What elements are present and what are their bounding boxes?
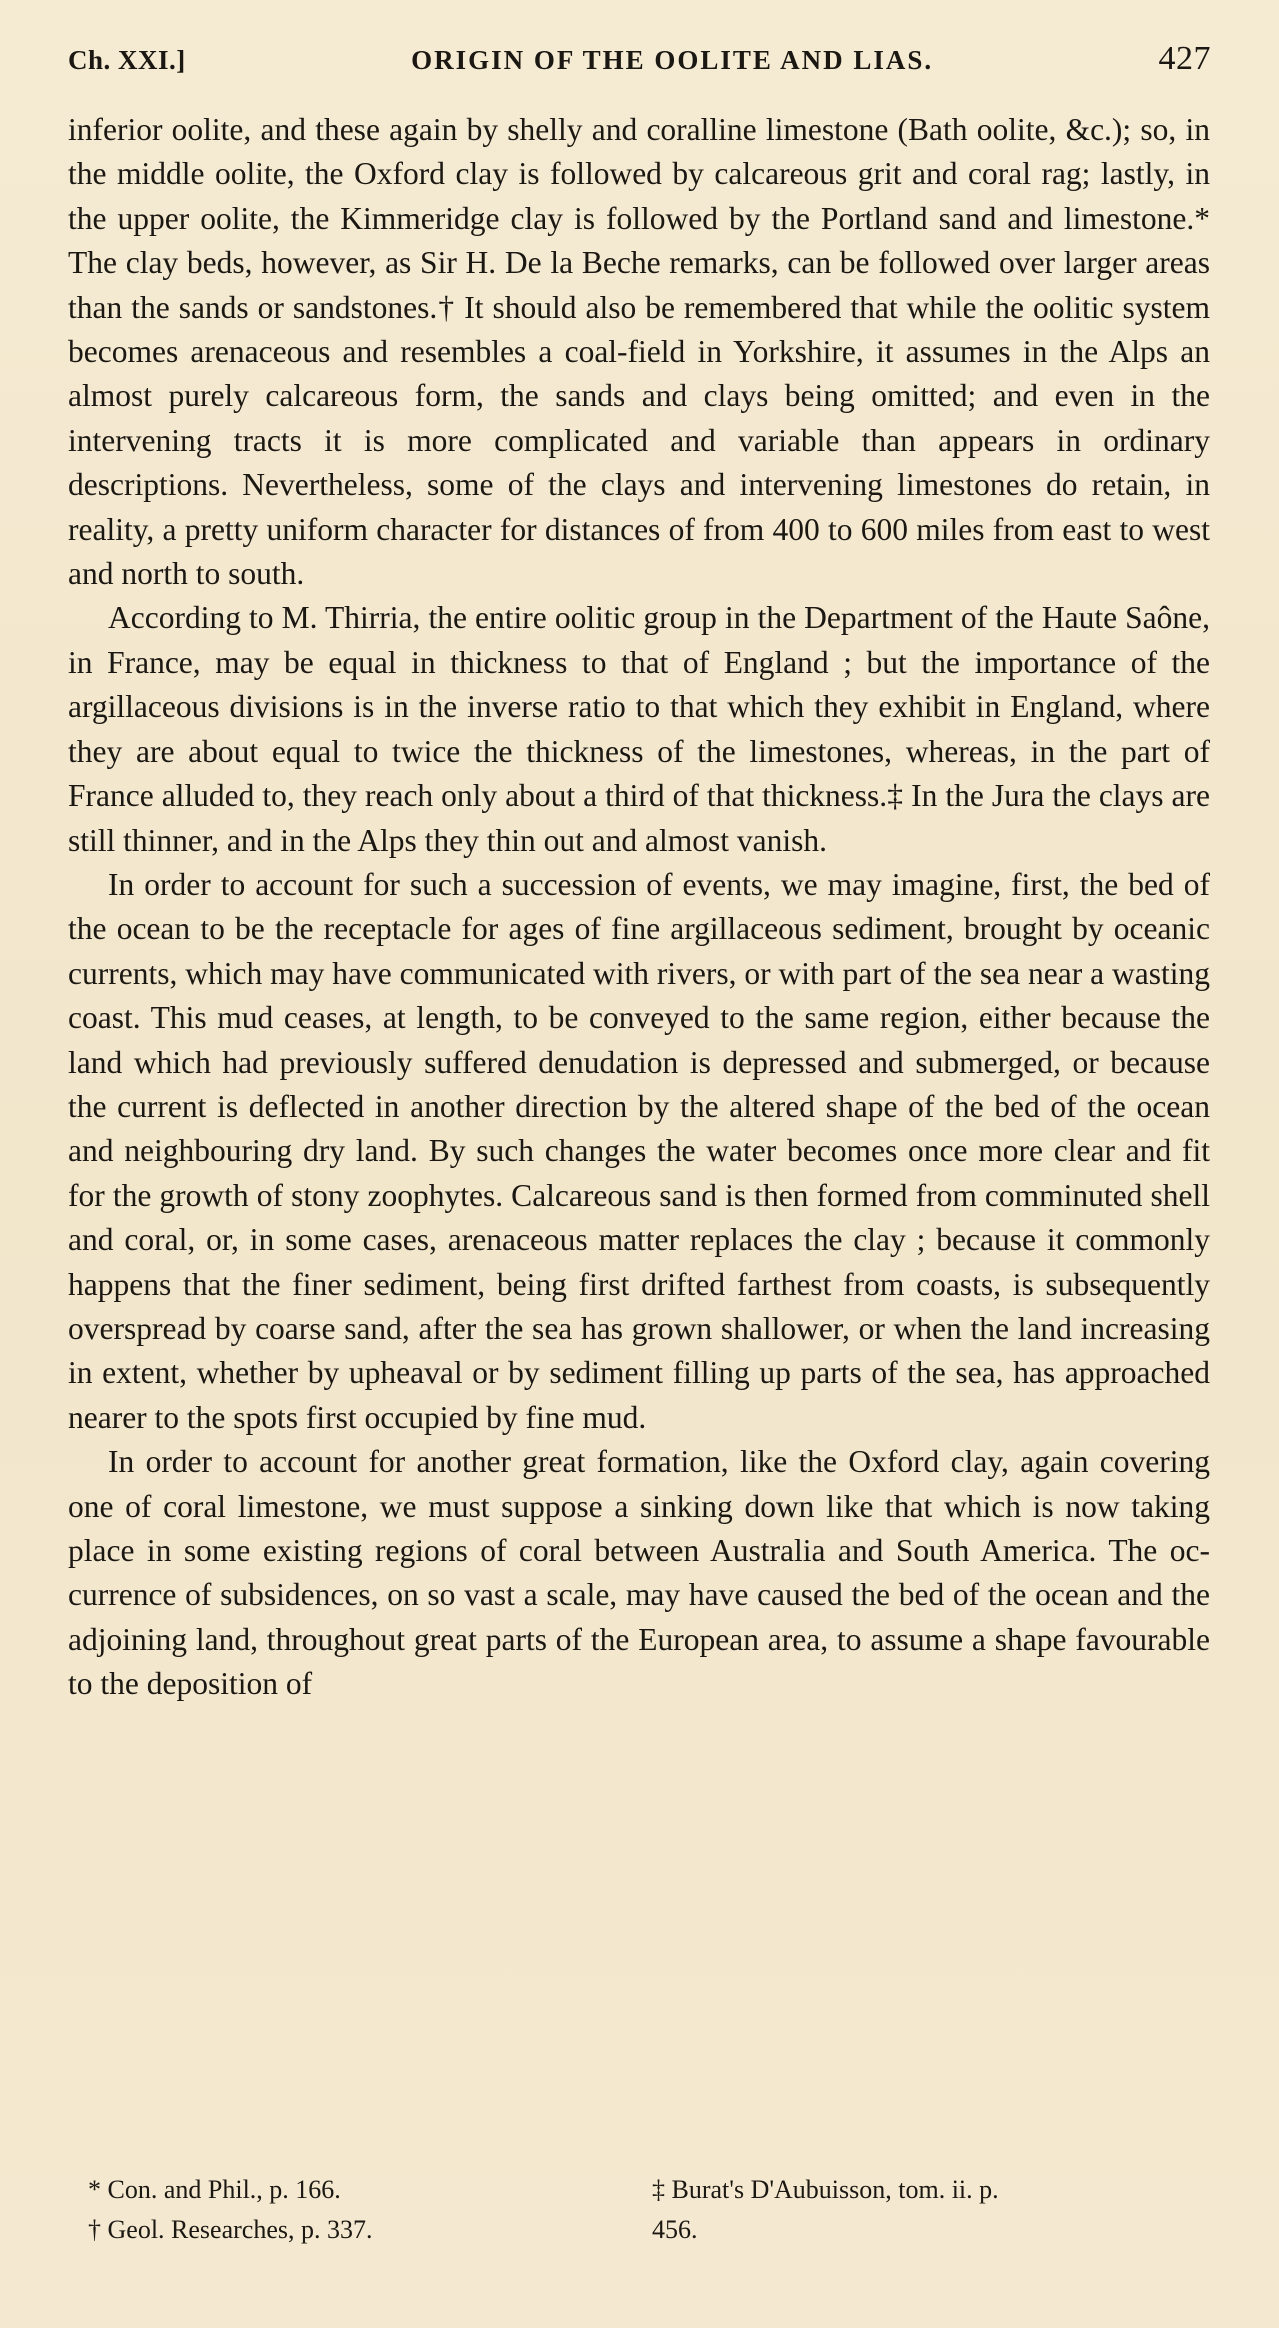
body-text: [68, 108, 1210, 1707]
paragraph-3: In order to account for such a succession of events, we may imagine, first, the bed of the ocean to be the receptacle for ages of fine argillaceous sediment, brought by oceanic currents, which may have communicated with rivers, or with part of the sea near a wasting coast. This mud ceases, at length, to be conveyed to the same region, either because the land which had previously suffered denudation is depressed and submerged, or because the current is deflected in another direction by the altered shape of the bed of the ocean and neighbouring dry land. By such changes the water becomes once more clear and fit for the growth of stony zoophytes. Calcareous sand is then formed from comminuted shell and coral, or, in some cases, arenaceous matter replaces the clay ; because it commonly happens that the finer sediment, being first drifted farthest from coasts, is subsequently overspread by coarse sand, after the sea has grown shallower, or when the land increasing in extent, whether by upheaval or by sediment filling up parts of the sea, has approached nearer to the spots first occupied by fine mud.: [68, 866, 1210, 1435]
running-header: [68, 40, 1211, 88]
running-title: ORIGIN OF THE OOLITE AND LIAS.: [411, 45, 934, 75]
footnotes: [88, 2170, 1212, 2250]
footnote-star: * Con. and Phil., p. 166.: [88, 2175, 341, 2204]
footnotes-right-column: [652, 2170, 1212, 2250]
footnote-double-dagger-continued: 456.: [652, 2215, 698, 2244]
footnote-dagger: † Geol. Researches, p. 337.: [88, 2215, 373, 2244]
paragraph-2: According to M. Thirria, the entire oolitic group in the Department of the Haute Saône, in France, may be equal in thickness to that of England ; but the importance of the argillaceous divisions is in the inverse ratio to that which they exhibit in England, where they are about equal to twice the thickness of the limestones, whereas, in the part of France alluded to, they reach only about a third of that thickness.‡ In the Jura the clays are still thinner, and in the Alps they thin out and almost vanish.: [68, 600, 1210, 858]
footnotes-left-column: [88, 2170, 608, 2250]
paragraph-1: inferior oolite, and these again by shelly and coralline limestone (Bath oolite, &c.); so, in the middle oolite, the Oxford clay is followed by calcareous grit and coral rag; lastly, in the upper oolite, the Kimmeridge clay is followed by the Portland sand and limestone.* The clay beds, however, as Sir H. De la Beche remarks, can be followed over larger areas than the sands or sandstones.† It should also be remembered that while the oolitic system becomes arenaceous and resembles a coal-field in Yorkshire, it assumes in the Alps an almost purely calcareous form, the sands and clays being omitted; and even in the intervening tracts it is more complicated and variable than appears in ordinary descriptions. Nevertheless, some of the clays and intervening limestones do retain, in reality, a pretty uniform character for distances of from 400 to 600 miles from east to west and north to south.: [68, 112, 1210, 592]
chapter-label: Ch. XXI.]: [68, 45, 186, 75]
page-number: 427: [1158, 40, 1211, 77]
paragraph-4: In order to account for another great formation, like the Oxford clay, again covering one of coral limestone, we must suppose a sinking down like that which is now taking place in some existing regions of coral between Australia and South America. The occurrence of subsidences, on so vast a scale, may have caused the bed of the ocean and the adjoining land, throughout great parts of the European area, to assume a shape favourable to the deposition of: [68, 1444, 1210, 1702]
footnote-double-dagger: ‡ Burat's D'Aubuisson, tom. ii. p.: [652, 2175, 999, 2204]
